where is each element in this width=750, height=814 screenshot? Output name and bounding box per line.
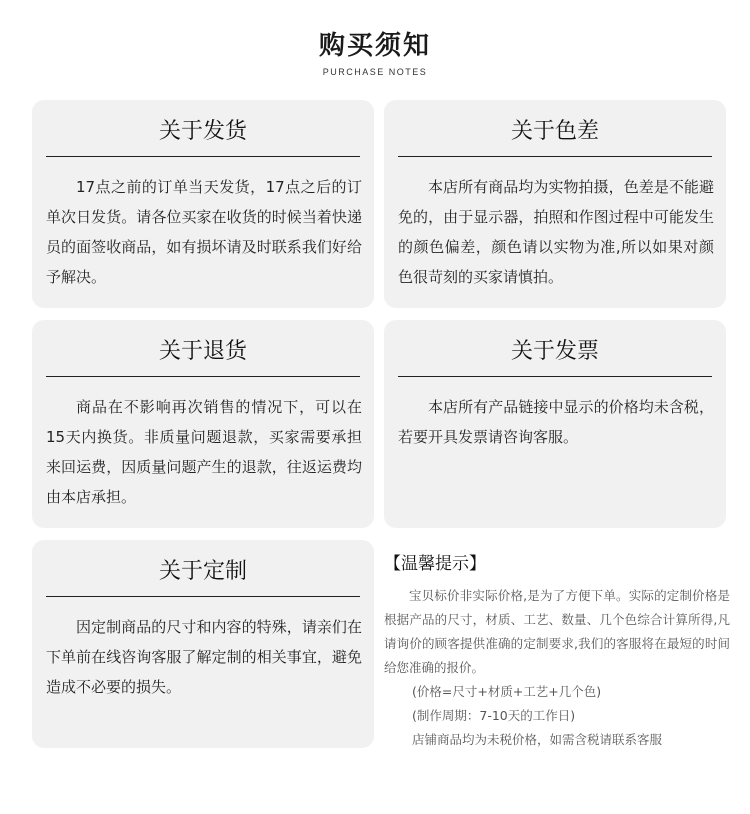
- invoice-card-title: 关于发票: [398, 334, 712, 377]
- page-subtitle: PURCHASE NOTES: [322, 67, 428, 77]
- customization-card-title: 关于定制: [46, 554, 360, 597]
- tax-note: 店铺商品均为未税价格，如需含税请联系客服: [412, 732, 663, 747]
- warm-tips: [384, 552, 730, 752]
- production-period: (制作周期：7-10天的工作日): [412, 708, 576, 723]
- color-difference-card-body: 本店所有商品均为实物拍摄，色差是不能避免的，由于显示器，拍照和作图过程中可能发生的颜色偏差，颜色请以实物为准,所以如果对颜色很苛刻的买家请慎拍。: [398, 178, 714, 286]
- shipping-card-body: 17点之前的订单当天发货，17点之后的订单次日发货。请各位买家在收货的时候当着快递员的面签收商品，如有损坏请及时联系我们好给予解决。: [46, 178, 362, 286]
- invoice-card-body: 本店所有产品链接中显示的价格均未含税，若要开具发票请咨询客服。: [398, 398, 714, 446]
- warm-tips-body: 宝贝标价非实际价格,是为了方便下单。实际的定制价格是根据产品的尺寸，材质、工艺、数量、几个色综合计算所得,凡请询价的顾客提供准确的定制要求,我们的客服将在最短的时间给您准确的报价。: [384, 588, 730, 675]
- invoice-card: [384, 320, 726, 528]
- page-header: [0, 28, 750, 77]
- warm-tips-title: 【温馨提示】: [384, 554, 486, 574]
- price-formula: (价格=尺寸+材质+工艺+几个色): [412, 684, 602, 699]
- customization-card-body: 因定制商品的尺寸和内容的特殊，请亲们在下单前在线咨询客服了解定制的相关事宜，避免造成不必要的损失。: [46, 618, 362, 696]
- returns-card: [32, 320, 374, 528]
- color-difference-card-title: 关于色差: [398, 114, 712, 157]
- shipping-card: [32, 100, 374, 308]
- color-difference-card: [384, 100, 726, 308]
- shipping-card-title: 关于发货: [46, 114, 360, 157]
- page-title: 购买须知: [318, 31, 431, 61]
- customization-card: [32, 540, 374, 748]
- returns-card-body: 商品在不影响再次销售的情况下，可以在15天内换货。非质量问题退款，买家需要承担来回运费，因质量问题产生的退款，往返运费均由本店承担。: [46, 398, 362, 506]
- returns-card-title: 关于退货: [46, 334, 360, 377]
